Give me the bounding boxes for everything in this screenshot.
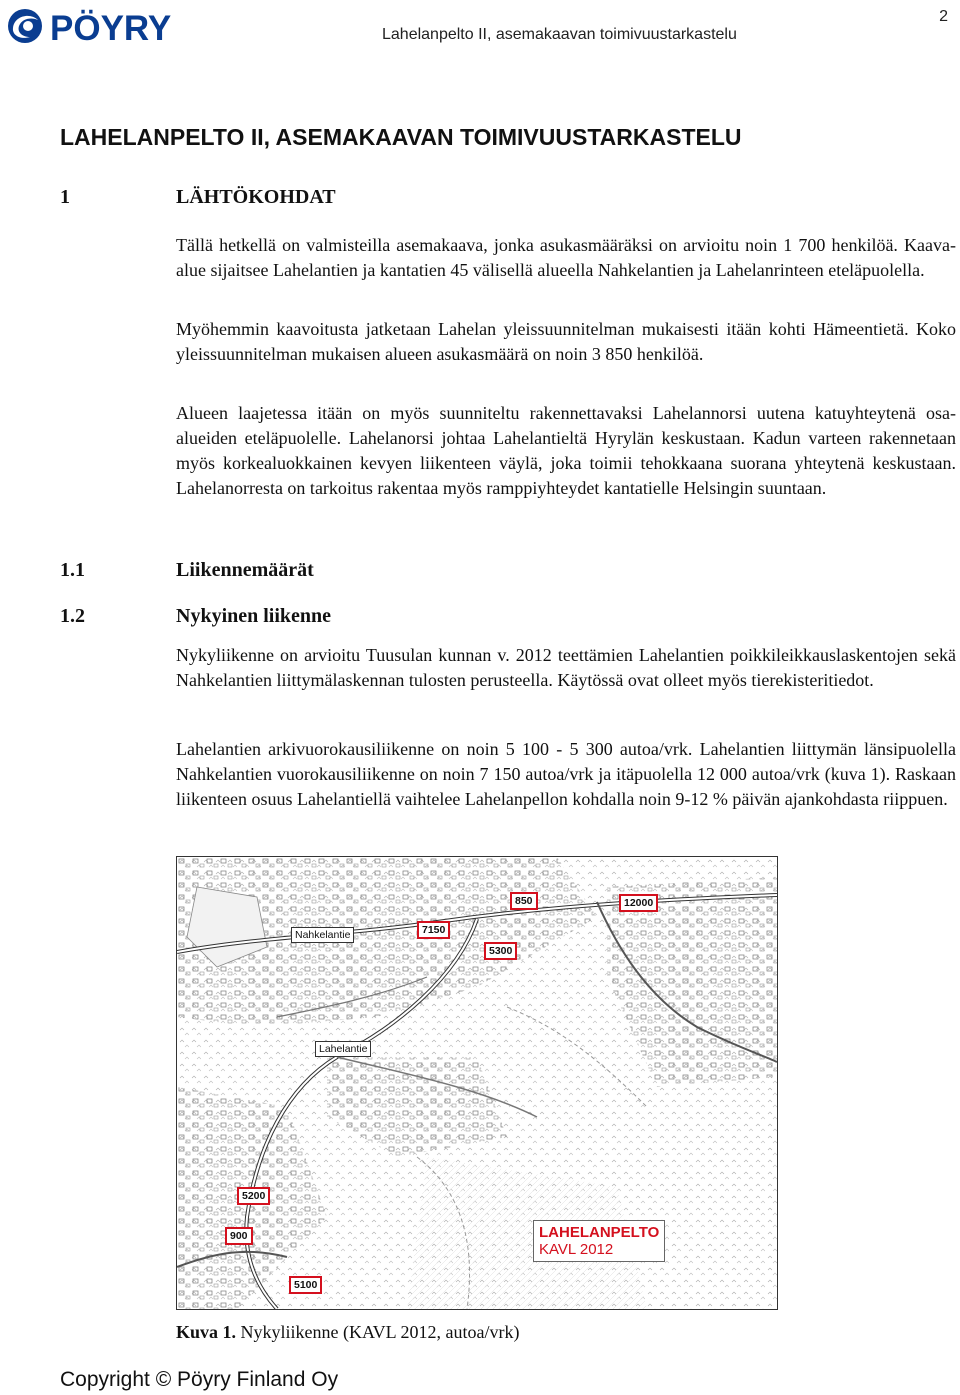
traffic-count-5100: 5100 bbox=[289, 1276, 322, 1294]
map-drawing bbox=[177, 857, 777, 1309]
traffic-count-900: 900 bbox=[225, 1227, 253, 1245]
section-1-2-paragraph-2: Lahelantien arkivuorokausiliikenne on noin 5 100 - 5 300 autoa/vrk. Lahelantien liittymän länsipuolella Nahkelantien vuorokausiliikenne on noin 7 150 autoa/vrk ja itäpuolella 12 000 autoa/vrk (kuva 1). Raskaan liikenteen osuus Lahelantiellä vaihtelee Lahelanpellon kohdalla noin 9-12 % päivän ajankohdasta riippuen. bbox=[176, 739, 956, 809]
section-1-1-heading: Liikennemäärät bbox=[176, 559, 314, 581]
caption-label: Kuva 1. bbox=[176, 1322, 237, 1342]
traffic-map bbox=[176, 856, 778, 1310]
page-number: 2 bbox=[939, 8, 948, 25]
section-1-2-number: 1.2 bbox=[60, 605, 85, 627]
section-1-2-paragraph-1: Nykyliikenne on arvioitu Tuusulan kunnan v. 2012 teettämien Lahelantien poikkileikkauslaskentojen sekä Nahkelantien liittymälaskennan tulosten perusteella. Käytössä ovat olleet myös tierekisteritiedot. bbox=[176, 645, 956, 690]
legend-title: LAHELANPELTO bbox=[539, 1224, 660, 1241]
section-1-paragraph-3: Alueen laajetessa itään on myös suunniteltu rakennettavaksi Lahelannorsi uutena katuyhteytenä osa-alueiden eteläpuolelle. Lahelanorsi johtaa Lahelantieltä Hyrylän keskustaan. Kadun varteen rakennetaan myös korkealuokkainen kevyen liikenteen väylä, joka toimii tehokkaana suorana yhteytenä keskustaan. Lahelanorresta on tarkoitus rakentaa myös ramppiyhteydet kantatielle Helsingin suuntaan. bbox=[176, 403, 956, 498]
map-legend bbox=[533, 1220, 665, 1262]
section-1-1-number: 1.1 bbox=[60, 559, 85, 581]
traffic-count-12000: 12000 bbox=[619, 894, 658, 912]
poyry-swirl-icon bbox=[8, 9, 42, 43]
brand-wordmark: PÖYRY bbox=[50, 9, 172, 48]
legend-subtitle: KAVL 2012 bbox=[539, 1241, 614, 1258]
caption-text: Nykyliikenne (KAVL 2012, autoa/vrk) bbox=[236, 1322, 520, 1342]
section-1-heading: LÄHTÖKOHDAT bbox=[176, 186, 336, 208]
copyright-footer: Copyright © Pöyry Finland Oy bbox=[60, 1368, 339, 1391]
traffic-count-5200: 5200 bbox=[237, 1187, 270, 1205]
document-title: LAHELANPELTO II, ASEMAKAAVAN TOIMIVUUSTARKASTELU bbox=[60, 124, 742, 150]
header-doc-title: Lahelanpelto II, asemakaavan toimivuustarkastelu bbox=[382, 26, 737, 43]
section-1-paragraph-2: Myöhemmin kaavoitusta jatketaan Lahelan yleissuunnitelman mukaisesti itään kohti Hämeentietä. Koko yleissuunnitelman mukaisen alueen asukasmäärä on noin 3 850 henkilöä. bbox=[176, 319, 956, 364]
section-1-number: 1 bbox=[60, 186, 70, 208]
section-1-2-heading: Nykyinen liikenne bbox=[176, 605, 332, 627]
map-label-nahkelantie: Nahkelantie bbox=[291, 927, 354, 943]
poyry-logo bbox=[4, 4, 244, 48]
map-label-lahelantie: Lahelantie bbox=[315, 1041, 371, 1057]
section-1-paragraph-1: Tällä hetkellä on valmisteilla asemakaava, jonka asukasmääräksi on arvioitu noin 1 700 henkilöä. Kaava-alue sijaitsee Lahelantien ja kantatien 45 välisellä alueella Nahkelantien ja Lahelanrinteen eteläpuolella. bbox=[176, 235, 956, 280]
figure-caption bbox=[176, 1322, 519, 1343]
traffic-count-5300: 5300 bbox=[484, 942, 517, 960]
traffic-count-850: 850 bbox=[510, 892, 538, 910]
traffic-count-7150: 7150 bbox=[417, 921, 450, 939]
